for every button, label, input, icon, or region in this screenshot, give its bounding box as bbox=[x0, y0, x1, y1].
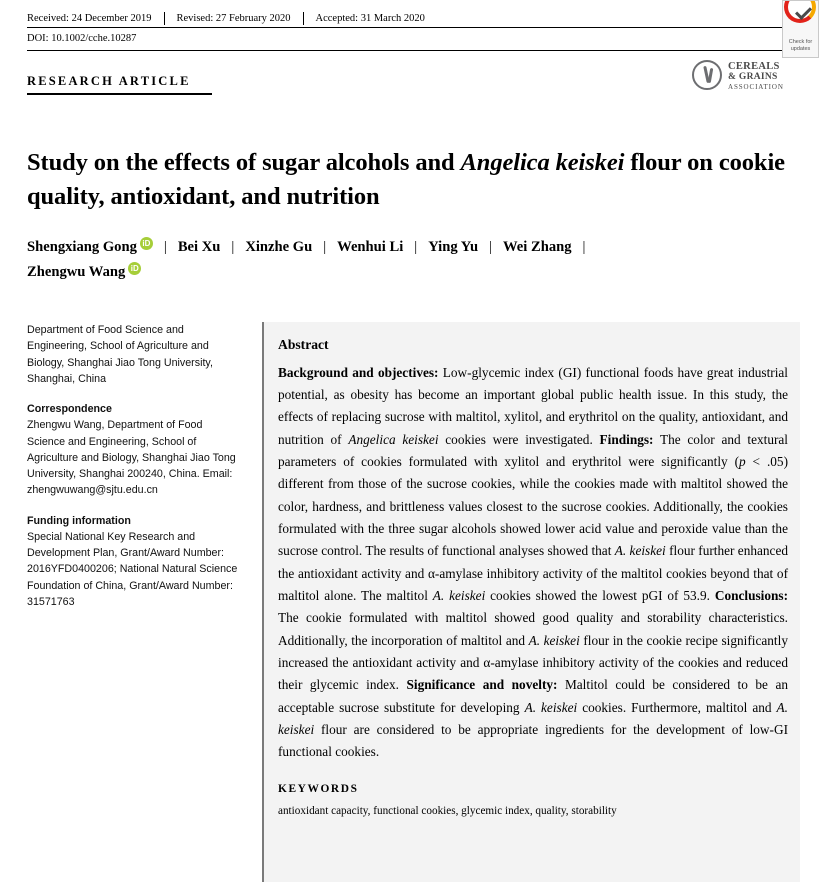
findings-label: Findings: bbox=[599, 431, 654, 447]
funding-block bbox=[27, 513, 239, 611]
conclusions-label: Conclusions: bbox=[714, 588, 788, 604]
funding-heading: Funding information bbox=[27, 514, 131, 527]
title-part1: Study on the effects of sugar alcohols and bbox=[27, 149, 461, 177]
abstract-box bbox=[262, 322, 800, 882]
crossmark-badge[interactable] bbox=[782, 0, 819, 58]
page-title bbox=[27, 146, 787, 213]
background-text: Low-glycemic index (GI) functional foods have great industrial potential, as obesity has become an important global public health issue. In this study, the effects of replacing sucrose with maltitol, xylitol, and erythritol on the quality, antioxidant, and nutrition of Angelica keiskei cookies were investigated. bbox=[278, 364, 788, 447]
article-type-label: RESEARCH ARTICLE bbox=[27, 74, 191, 88]
author-name[interactable]: Xinzhe Gu bbox=[245, 239, 313, 255]
horizontal-rule bbox=[27, 27, 792, 28]
author-name[interactable]: Ying Yu bbox=[428, 239, 479, 255]
title-italic: Angelica keiskei bbox=[460, 149, 625, 177]
publisher-logo bbox=[692, 56, 792, 98]
abstract-heading: Abstract bbox=[278, 337, 329, 352]
background-label: Background and objectives: bbox=[278, 364, 439, 380]
author-separator: | bbox=[582, 239, 586, 255]
significance-label: Significance and novelty: bbox=[406, 677, 558, 693]
author-separator: | bbox=[163, 239, 167, 255]
divider bbox=[303, 12, 304, 25]
significance-text: Maltitol could be considered to be an acceptable sucrose substitute for developing A. keiskei cookies. Furthermore, maltitol and A. keiskei flour are considered to be appropriate ingredients for the development of low-GI functional cookies. bbox=[278, 677, 788, 760]
title-part2: flour on cookie quality, antioxidant, and nutrition bbox=[27, 149, 785, 210]
accepted-date: Accepted: 31 March 2020 bbox=[315, 12, 425, 24]
logo-line3: ASSOCIATION bbox=[728, 83, 784, 91]
author-name[interactable]: Bei Xu bbox=[177, 239, 221, 255]
crossmark-label bbox=[783, 39, 818, 53]
author-separator: | bbox=[414, 239, 418, 255]
logo-line2: & GRAINS bbox=[728, 72, 778, 82]
affiliation-block bbox=[27, 322, 239, 387]
received-date: Received: 24 December 2019 bbox=[27, 12, 152, 24]
author-name[interactable]: Wenhui Li bbox=[337, 239, 404, 255]
findings-text: The color and textural parameters of cookies formulated with xylitol and erythritol were significantly (p < .05) different from those of the sucrose cookies, while the cookies made with maltitol showed the color, hardness, and brittleness values closest to the sucrose cookies. Additionally, the cookies formulated with the three sugar alcohols showed lower acid value and peroxide value than the sucrose control. The results of functional analyses showed that A. keiskei flour further enhanced the antioxidant activity and α-amylase inhibitory activity of the maltitol cookies beyond that of maltitol alone. The maltitol A. keiskei cookies showed the lowest pGI of 53.9. bbox=[278, 431, 788, 604]
author-separator: | bbox=[231, 239, 235, 255]
author-separator: | bbox=[323, 239, 327, 255]
logo-line1: CEREALS bbox=[728, 61, 780, 72]
horizontal-rule bbox=[27, 50, 792, 51]
author-name[interactable]: Zhengwu Wang bbox=[27, 264, 126, 281]
author-list bbox=[27, 235, 797, 285]
author-separator: | bbox=[489, 239, 492, 255]
publication-dates bbox=[27, 10, 792, 26]
conclusions-text: The cookie formulated with maltitol showed good quality and storability characteristics. Additionally, the incorporation of maltitol and A. keiskei flour in the cookie recipe significantly increased the antioxidant activity and α-amylase inhibitory activity of the cookies and reduced their glycemic index. bbox=[278, 610, 788, 693]
horizontal-rule bbox=[27, 93, 212, 95]
abstract-body bbox=[278, 362, 788, 764]
correspondence-block bbox=[27, 401, 239, 499]
orcid-icon[interactable] bbox=[140, 237, 153, 250]
author-name[interactable]: Wei Zhang bbox=[503, 239, 572, 255]
orcid-icon[interactable] bbox=[128, 262, 141, 275]
correspondence-text: Zhengwu Wang, Department of Food Science and Engineering, School of Agriculture and Biology, Shanghai Jiao Tong University, Shanghai 200240, China. Email: zhengwuwang@sjtu.edu.cn bbox=[27, 419, 236, 497]
affiliation-text: Department of Food Science and Engineering, School of Agriculture and Biology, Shanghai Jiao Tong University, Shanghai, China bbox=[27, 324, 213, 385]
doi-text: DOI: 10.1002/cche.10287 bbox=[27, 33, 137, 44]
author-name[interactable]: Shengxiang Gong bbox=[27, 239, 137, 255]
divider bbox=[164, 12, 165, 25]
wheat-emblem-icon bbox=[692, 60, 722, 90]
correspondence-heading: Correspondence bbox=[27, 403, 112, 416]
affiliations-column bbox=[27, 322, 239, 624]
keywords-list: antioxidant capacity, functional cookies, glycemic index, quality, storability bbox=[278, 804, 617, 817]
revised-date: Revised: 27 February 2020 bbox=[176, 12, 291, 24]
crossmark-line1: Check for bbox=[788, 39, 813, 46]
funding-text: Special National Key Research and Development Plan, Grant/Award Number: 2016YFD0400206; National Natural Science Foundation of China, Grant/Award Number: 31571763 bbox=[27, 530, 238, 608]
keywords-heading: KEYWORDS bbox=[278, 782, 359, 795]
checkmark-icon bbox=[784, 0, 816, 23]
crossmark-line2: updates bbox=[790, 46, 811, 53]
